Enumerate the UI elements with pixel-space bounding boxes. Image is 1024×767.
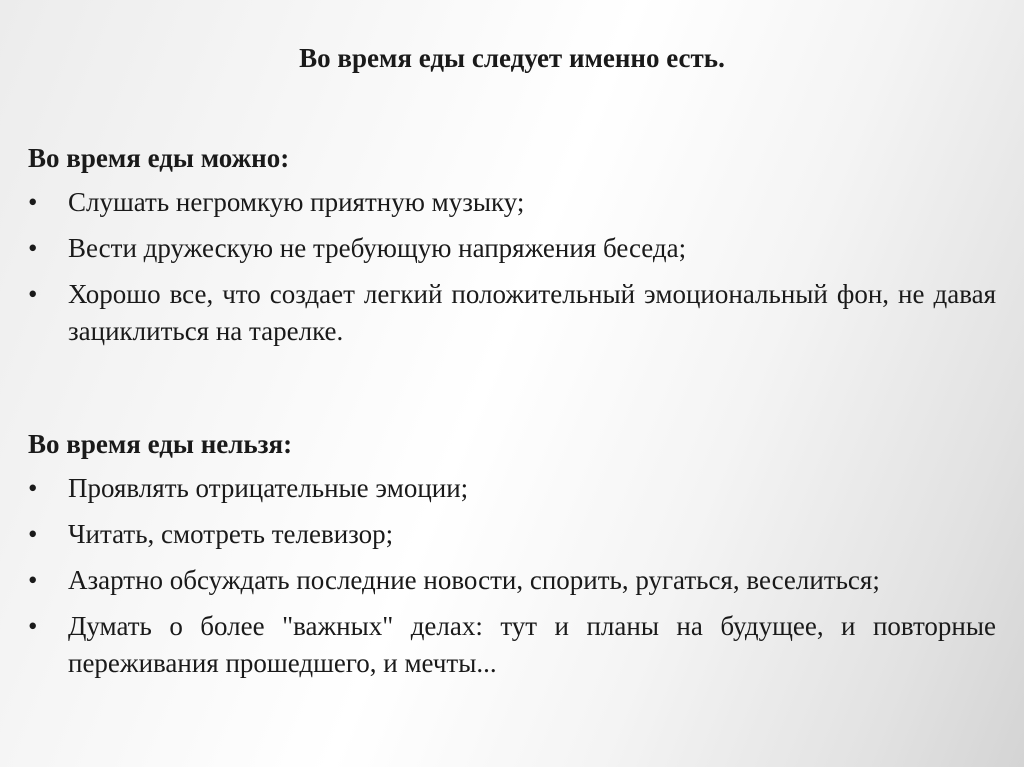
list-item-text: Думать о более "важных" делах: тут и планы на будущее, и повторные переживания прошедшего, и мечты...: [68, 611, 996, 678]
slide-title: Во время еды следует именно есть.: [299, 43, 725, 73]
list-item: [28, 562, 996, 599]
bullet-icon: •: [28, 279, 38, 309]
bullet-icon: •: [28, 233, 38, 263]
list-can: [28, 184, 996, 359]
list-item: [28, 516, 996, 553]
list-item-text: Хорошо все, что создает легкий положительный эмоциональный фон, не давая зациклиться на тарелке.: [68, 279, 996, 346]
list-item: [28, 230, 996, 267]
list-item-text: Азартно обсуждать последние новости, спорить, ругаться, веселиться;: [68, 565, 880, 595]
list-item: [28, 276, 996, 350]
bullet-icon: •: [28, 519, 38, 549]
list-item-text: Читать, смотреть телевизор;: [68, 519, 394, 549]
bullet-icon: •: [28, 565, 38, 595]
bullet-icon: •: [28, 611, 38, 641]
list-item-text: Вести дружескую не требующую напряжения беседа;: [68, 233, 687, 263]
bullet-icon: •: [28, 187, 38, 217]
section-heading-can: Во время еды можно:: [28, 143, 290, 173]
list-item: [28, 470, 996, 507]
list-cannot: [28, 470, 996, 691]
list-item: [28, 608, 996, 682]
section-heading-cannot: Во время еды нельзя:: [28, 429, 293, 459]
bullet-icon: •: [28, 473, 38, 503]
list-item-text: Проявлять отрицательные эмоции;: [68, 473, 469, 503]
list-item: [28, 184, 996, 221]
list-item-text: Слушать негромкую приятную музыку;: [68, 187, 525, 217]
